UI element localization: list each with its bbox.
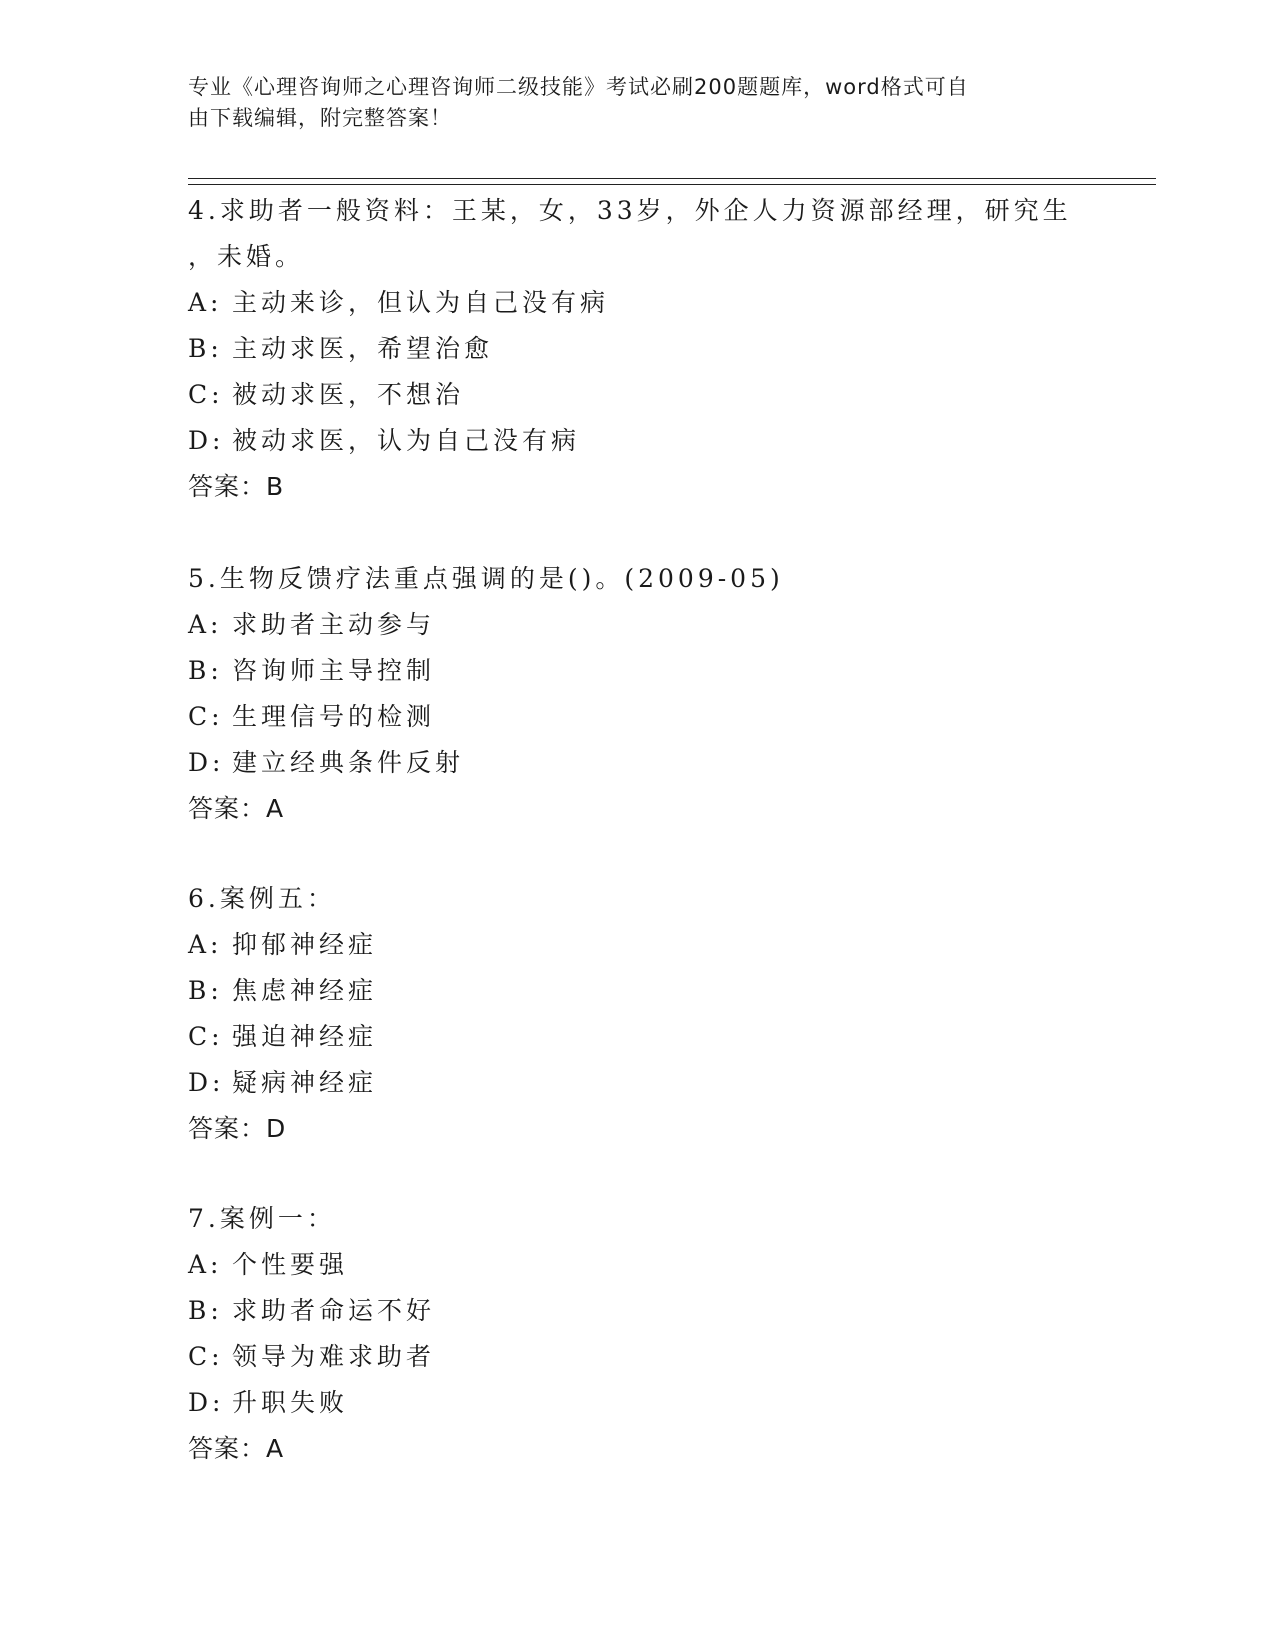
option-letter: A: (188, 610, 223, 639)
option-letter: B: (188, 656, 223, 685)
question-stem: 5.生物反馈疗法重点强调的是()。(2009-05) (188, 564, 784, 593)
option-letter: C: (188, 702, 224, 731)
header-divider-bottom (188, 184, 1156, 185)
option-letter: A: (188, 930, 223, 959)
option-c (188, 1334, 1088, 1380)
option-text: 求助者命运不好 (232, 1296, 436, 1325)
option-text: 求助者主动参与 (232, 610, 436, 639)
option-text: 个性要强 (232, 1250, 349, 1279)
option-d (188, 418, 1088, 464)
option-text: 被动求医，认为自己没有病 (232, 426, 581, 455)
document-header (188, 72, 1068, 134)
option-a (188, 602, 1088, 648)
question-stem: 7.案例一： (188, 1204, 336, 1233)
option-letter: D: (188, 748, 225, 777)
option-b (188, 1288, 1088, 1334)
header-line-1: 专业《心理咨询师之心理咨询师二级技能》考试必刷200题题库，word格式可自 (188, 75, 969, 99)
option-letter: B: (188, 1296, 223, 1325)
answer-line: 答案：D (188, 1114, 287, 1143)
option-letter: C: (188, 380, 224, 409)
option-text: 生理信号的检测 (232, 702, 436, 731)
option-c (188, 372, 1088, 418)
option-a (188, 1242, 1088, 1288)
question-6 (188, 876, 1088, 1152)
option-letter: B: (188, 334, 223, 363)
option-text: 被动求医，不想治 (232, 380, 465, 409)
option-letter: B: (188, 976, 223, 1005)
option-a (188, 922, 1088, 968)
option-d (188, 1380, 1088, 1426)
option-letter: A: (188, 1250, 223, 1279)
option-letter: C: (188, 1342, 224, 1371)
question-stem-continued: ，未婚。 (188, 242, 305, 271)
question-5 (188, 556, 1088, 832)
option-letter: C: (188, 1022, 224, 1051)
option-text: 主动来诊，但认为自己没有病 (232, 288, 610, 317)
question-7 (188, 1196, 1088, 1472)
option-c (188, 694, 1088, 740)
option-letter: D: (188, 426, 225, 455)
option-text: 升职失败 (232, 1388, 349, 1417)
option-text: 疑病神经症 (232, 1068, 378, 1097)
option-letter: A: (188, 288, 223, 317)
option-letter: D: (188, 1068, 225, 1097)
option-b (188, 648, 1088, 694)
option-text: 主动求医，希望治愈 (232, 334, 494, 363)
question-stem: 6.案例五： (188, 884, 336, 913)
answer-line: 答案：A (188, 794, 285, 823)
answer-line: 答案：B (188, 472, 285, 501)
answer-line: 答案：A (188, 1434, 285, 1463)
question-stem: 4.求助者一般资料：王某，女，33岁，外企人力资源部经理，研究生 (188, 196, 1072, 225)
option-a (188, 280, 1088, 326)
option-letter: D: (188, 1388, 225, 1417)
option-b (188, 326, 1088, 372)
header-divider-top (188, 178, 1156, 179)
question-4 (188, 188, 1088, 510)
header-line-2: 由下载编辑，附完整答案！ (188, 106, 452, 130)
option-d (188, 740, 1088, 786)
option-text: 抑郁神经症 (232, 930, 378, 959)
option-text: 建立经典条件反射 (232, 748, 465, 777)
option-c (188, 1014, 1088, 1060)
option-text: 强迫神经症 (232, 1022, 378, 1051)
option-text: 领导为难求助者 (232, 1342, 436, 1371)
option-text: 咨询师主导控制 (232, 656, 436, 685)
option-text: 焦虑神经症 (232, 976, 378, 1005)
option-d (188, 1060, 1088, 1106)
option-b (188, 968, 1088, 1014)
